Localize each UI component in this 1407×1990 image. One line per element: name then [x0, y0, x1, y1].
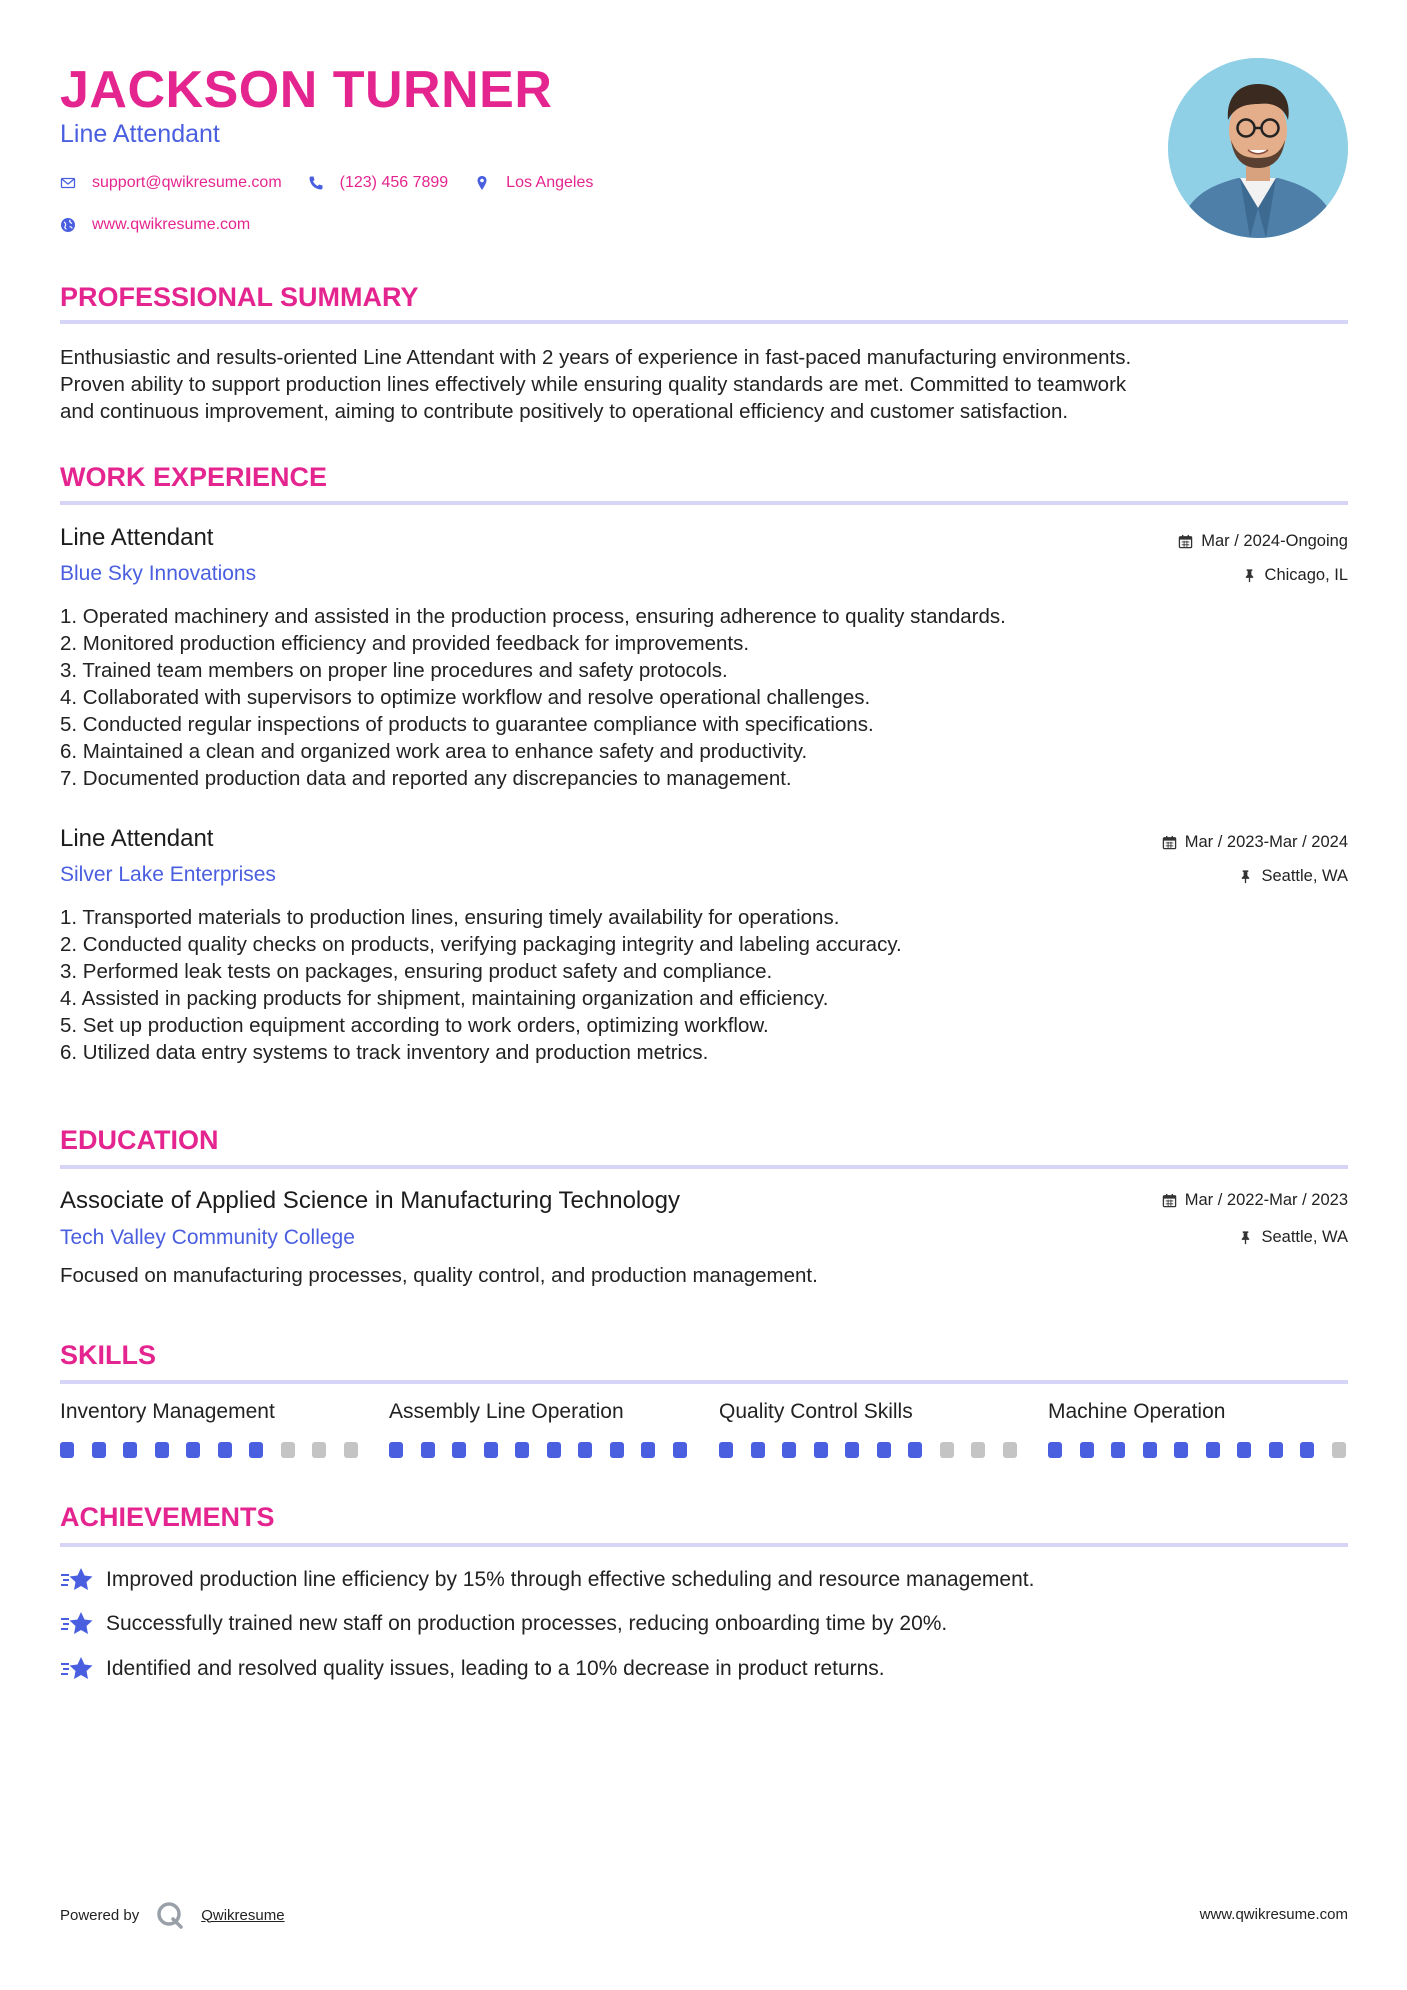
degree-title: Associate of Applied Science in Manufacturing Technology: [60, 1187, 680, 1214]
skill-item: [719, 1400, 1019, 1458]
skill-dot-filled: [123, 1442, 137, 1458]
achievement-text: Identified and resolved quality issues, leading to a 10% decrease in product returns.: [106, 1657, 885, 1680]
skill-dot-empty: [344, 1442, 358, 1458]
profile-photo: [1168, 58, 1348, 238]
skill-dot-empty: [281, 1442, 295, 1458]
skill-dot-filled: [1111, 1442, 1125, 1458]
job-location-text: Seattle, WA: [1261, 867, 1348, 885]
skills-heading: SKILLS: [60, 1340, 157, 1370]
job-location: [1238, 867, 1348, 886]
profile-photo-illustration: [1168, 58, 1348, 238]
list-item: 4. Assisted in packing products for shipment, maintaining organization and efficiency.: [60, 987, 829, 1010]
skill-dot-filled: [641, 1442, 655, 1458]
powered-by-text: Powered by: [60, 1906, 140, 1924]
contact-phone[interactable]: [308, 174, 449, 192]
skill-dot-empty: [1332, 1442, 1346, 1458]
list-item: 4. Collaborated with supervisors to optimize workflow and resolve operational challenges.: [60, 686, 871, 709]
skill-dot-filled: [814, 1442, 828, 1458]
education-divider: [60, 1165, 1348, 1169]
list-item: 1. Operated machinery and assisted in the production process, ensuring adherence to quality standards.: [60, 605, 1006, 628]
footer-url[interactable]: www.qwikresume.com: [1199, 1906, 1348, 1923]
phone-icon: [308, 175, 324, 191]
company-name: Silver Lake Enterprises: [60, 863, 276, 886]
list-item: 5. Set up production equipment according to work orders, optimizing workflow.: [60, 1014, 769, 1037]
star-icon: [60, 1610, 94, 1638]
skill-dot-filled: [578, 1442, 592, 1458]
contact-location: [474, 174, 593, 192]
skill-dot-filled: [60, 1442, 74, 1458]
skill-dot-filled: [421, 1442, 435, 1458]
skill-label: Assembly Line Operation: [389, 1400, 624, 1423]
skill-dot-filled: [1300, 1442, 1314, 1458]
skill-dot-empty: [971, 1442, 985, 1458]
globe-icon: [60, 217, 76, 233]
skill-dot-filled: [515, 1442, 529, 1458]
skill-dot-filled: [1237, 1442, 1251, 1458]
education-dates: [1162, 1191, 1348, 1210]
skill-dot-filled: [1080, 1442, 1094, 1458]
skill-dot-filled: [92, 1442, 106, 1458]
achievement-item: [60, 1566, 1034, 1594]
pushpin-icon: [1242, 568, 1257, 583]
experience-heading: WORK EXPERIENCE: [60, 462, 328, 492]
job-dates: [1178, 532, 1348, 551]
education-location: [1238, 1228, 1348, 1247]
skill-rating: [719, 1442, 1019, 1458]
pushpin-icon: [1238, 869, 1253, 884]
location-pin-icon: [474, 175, 490, 191]
skill-dot-filled: [1143, 1442, 1157, 1458]
skill-dot-filled: [155, 1442, 169, 1458]
summary-line: Enthusiastic and results-oriented Line Attendant with 2 years of experience in fast-paced manufacturing environments.: [60, 346, 1132, 369]
website-text: www.qwikresume.com: [92, 216, 251, 233]
list-item: 6. Utilized data entry systems to track inventory and production metrics.: [60, 1041, 709, 1064]
contact-email[interactable]: [60, 174, 282, 192]
skill-label: Quality Control Skills: [719, 1400, 913, 1423]
contact-row-2: [60, 216, 276, 234]
email-text: support@qwikresume.com: [92, 174, 282, 191]
phone-text: (123) 456 7899: [339, 174, 449, 191]
candidate-title: Line Attendant: [60, 120, 220, 148]
skill-dot-filled: [610, 1442, 624, 1458]
skill-dot-filled: [218, 1442, 232, 1458]
pushpin-icon: [1238, 1230, 1253, 1245]
education-location-text: Seattle, WA: [1261, 1228, 1348, 1246]
skill-dot-filled: [1269, 1442, 1283, 1458]
achievement-text: Successfully trained new staff on production processes, reducing onboarding time by 20%.: [106, 1612, 948, 1635]
job-location: [1242, 566, 1348, 585]
education-description: Focused on manufacturing processes, quality control, and production management.: [60, 1264, 818, 1287]
achievements-divider: [60, 1543, 1348, 1547]
skill-dot-filled: [782, 1442, 796, 1458]
list-item: 5. Conducted regular inspections of products to guarantee compliance with specifications.: [60, 713, 874, 736]
achievement-item: [60, 1610, 947, 1638]
calendar-icon: [1178, 534, 1193, 549]
list-item: 2. Conducted quality checks on products, verifying packaging integrity and labeling accuracy.: [60, 933, 902, 956]
education-heading: EDUCATION: [60, 1125, 219, 1155]
experience-divider: [60, 501, 1348, 505]
star-icon: [60, 1566, 94, 1594]
skill-dot-empty: [1003, 1442, 1017, 1458]
skill-dot-filled: [484, 1442, 498, 1458]
skill-dot-filled: [389, 1442, 403, 1458]
job-title: Line Attendant: [60, 825, 214, 852]
brand-link[interactable]: Qwikresume: [201, 1906, 285, 1924]
calendar-icon: [1162, 1193, 1177, 1208]
skill-rating: [1048, 1442, 1348, 1458]
skill-dot-filled: [452, 1442, 466, 1458]
mail-icon: [60, 175, 76, 191]
skill-label: Machine Operation: [1048, 1400, 1226, 1423]
skill-dot-filled: [547, 1442, 561, 1458]
job-title: Line Attendant: [60, 524, 214, 551]
skill-dot-filled: [845, 1442, 859, 1458]
calendar-icon: [1162, 835, 1177, 850]
skill-dot-filled: [719, 1442, 733, 1458]
summary-text: [60, 344, 1348, 425]
list-item: 7. Documented production data and reported any discrepancies to management.: [60, 767, 792, 790]
school-name: Tech Valley Community College: [60, 1226, 355, 1249]
skill-item: [389, 1400, 689, 1458]
skill-dot-filled: [1206, 1442, 1220, 1458]
candidate-name: JACKSON TURNER: [60, 61, 553, 119]
summary-divider: [60, 320, 1348, 324]
achievement-text: Improved production line efficiency by 15% through effective scheduling and resource management.: [106, 1568, 1035, 1591]
qwikresume-logo-icon: [155, 1900, 185, 1930]
job-location-text: Chicago, IL: [1264, 566, 1348, 584]
summary-line: and continuous improvement, aiming to contribute positively to operational efficiency and customer satisfaction.: [60, 400, 1069, 423]
skill-rating: [60, 1442, 360, 1458]
skill-dot-filled: [908, 1442, 922, 1458]
list-item: 6. Maintained a clean and organized work area to enhance safety and productivity.: [60, 740, 808, 763]
summary-heading: PROFESSIONAL SUMMARY: [60, 282, 419, 312]
skill-dot-empty: [312, 1442, 326, 1458]
skill-item: [60, 1400, 360, 1458]
star-icon: [60, 1655, 94, 1683]
company-name: Blue Sky Innovations: [60, 562, 257, 585]
summary-line: Proven ability to support production lines effectively while ensuring quality standards are met. Committed to teamwork: [60, 373, 1127, 396]
contact-row-1: [60, 174, 619, 192]
skill-dot-filled: [186, 1442, 200, 1458]
skill-dot-filled: [1174, 1442, 1188, 1458]
job-dates: [1162, 833, 1348, 852]
skill-dot-filled: [751, 1442, 765, 1458]
achievements-heading: ACHIEVEMENTS: [60, 1502, 275, 1532]
list-item: 3. Performed leak tests on packages, ensuring product safety and compliance.: [60, 960, 773, 983]
skill-dot-filled: [877, 1442, 891, 1458]
skills-divider: [60, 1380, 1348, 1384]
job-dates-text: Mar / 2023-Mar / 2024: [1184, 833, 1348, 851]
achievement-item: [60, 1655, 885, 1683]
skill-item: [1048, 1400, 1348, 1458]
job-dates-text: Mar / 2024-Ongoing: [1201, 532, 1348, 550]
contact-website[interactable]: [60, 216, 250, 234]
skill-label: Inventory Management: [60, 1400, 275, 1423]
skill-dot-empty: [940, 1442, 954, 1458]
location-text: Los Angeles: [506, 174, 594, 191]
skill-rating: [389, 1442, 689, 1458]
list-item: 2. Monitored production efficiency and provided feedback for improvements.: [60, 632, 750, 655]
skill-dot-filled: [249, 1442, 263, 1458]
job-responsibilities: [60, 603, 1348, 792]
footer-powered: [60, 1900, 285, 1930]
job-responsibilities: [60, 904, 1348, 1066]
skill-dot-filled: [673, 1442, 687, 1458]
list-item: 3. Trained team members on proper line procedures and safety protocols.: [60, 659, 728, 682]
skill-dot-filled: [1048, 1442, 1062, 1458]
education-dates-text: Mar / 2022-Mar / 2023: [1184, 1191, 1348, 1209]
list-item: 1. Transported materials to production lines, ensuring timely availability for operations.: [60, 906, 840, 929]
